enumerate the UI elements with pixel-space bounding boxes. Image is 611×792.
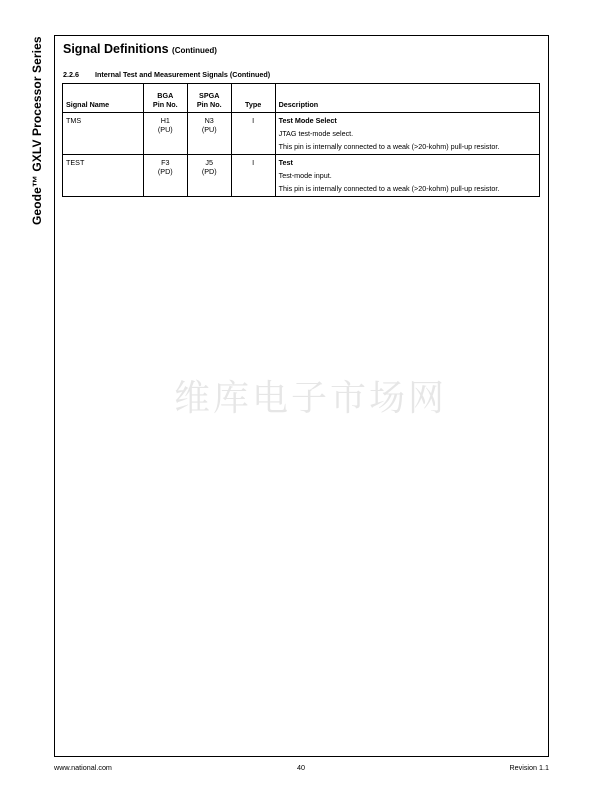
signal-table (62, 83, 540, 197)
footer-revision: Revision 1.1 (509, 763, 549, 772)
cell-description (275, 155, 539, 197)
spga-pull-value: (PD) (201, 167, 217, 176)
watermark-text: 维库电子市场网 (174, 378, 448, 419)
description-note: This pin is internally connected to a weak (>20-kohm) pull-up resistor. (278, 184, 500, 193)
page-heading-suffix: (Continued) (172, 46, 217, 55)
bga-pin-value: H1 (160, 116, 170, 125)
footer-website-link[interactable]: www.national.com (54, 763, 112, 772)
description-note: This pin is internally connected to a weak (>20-kohm) pull-up resistor. (278, 142, 500, 151)
cell-description (275, 113, 539, 155)
header-description: Description (275, 84, 539, 113)
header-spga-line2: Pin No. (196, 100, 222, 109)
page-frame-bottom-rule (54, 756, 549, 757)
description-text: JTAG test-mode select. (278, 129, 354, 138)
table-row (63, 155, 540, 197)
cell-type: I (231, 155, 275, 197)
page-heading-title: Signal Definitions (63, 42, 169, 56)
header-bga-line2: Pin No. (152, 100, 178, 109)
page-heading (63, 42, 217, 56)
description-text: Test-mode input. (278, 171, 332, 180)
header-bga-line1: BGA (157, 91, 174, 100)
bga-pin-value: F3 (161, 158, 170, 167)
cell-bga-pin (143, 113, 187, 155)
footer-page-number: 40 (297, 763, 305, 772)
description-title: Test (278, 158, 293, 167)
cell-spga-pin (187, 155, 231, 197)
header-signal-name: Signal Name (63, 84, 144, 113)
table-row (63, 113, 540, 155)
bga-pull-value: (PD) (157, 167, 173, 176)
header-type: Type (231, 84, 275, 113)
cell-signal-name: TMS (63, 113, 144, 155)
side-title: Geode™ GXLV Processor Series (30, 36, 44, 225)
description-title: Test Mode Select (278, 116, 337, 125)
spga-pin-value: J5 (205, 158, 214, 167)
spga-pull-value: (PU) (201, 125, 217, 134)
table-header-row (63, 84, 540, 113)
bga-pull-value: (PU) (157, 125, 173, 134)
spga-pin-value: N3 (204, 116, 214, 125)
header-spga-pin (187, 84, 231, 113)
header-spga-line1: SPGA (199, 91, 220, 100)
cell-type: I (231, 113, 275, 155)
cell-bga-pin (143, 155, 187, 197)
section-heading (63, 70, 270, 79)
cell-signal-name: TEST (63, 155, 144, 197)
section-number: 2.2.6 (63, 70, 79, 79)
header-bga-pin (143, 84, 187, 113)
cell-spga-pin (187, 113, 231, 155)
section-title: Internal Test and Measurement Signals (Continued) (95, 70, 271, 79)
